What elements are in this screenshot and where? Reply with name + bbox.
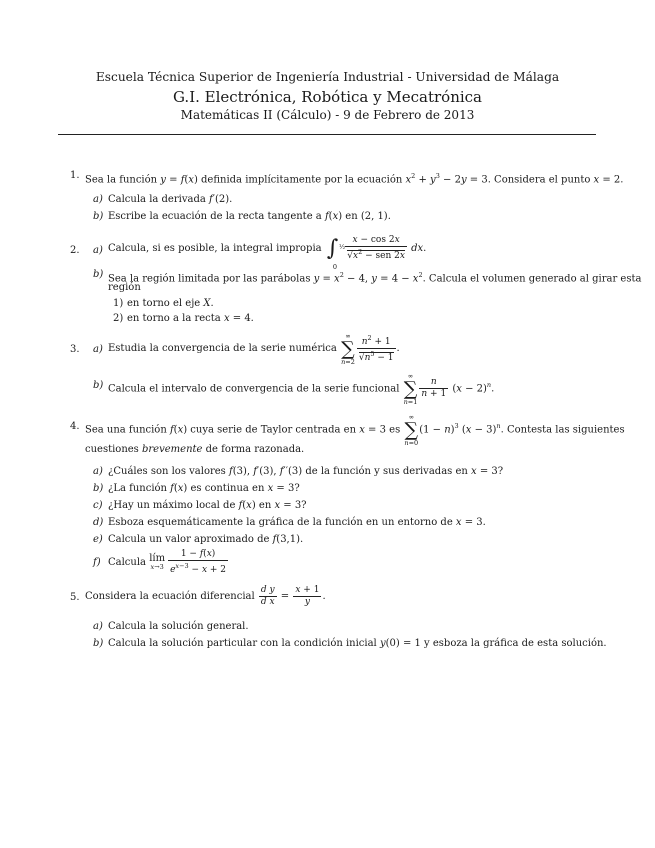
part-text: ¿La función f(x) es continua en x = 3? bbox=[108, 483, 300, 494]
part-label: b) bbox=[93, 638, 104, 649]
part-text: Calcula el intervalo de convergencia de la serie funcional ∞ ∑ n=1 $\frac{n}{n + 1}$ $(x - 2)^n$. bbox=[108, 371, 495, 406]
part-text: ¿Hay un máximo local de f(x) en x = 3? bbox=[108, 500, 307, 511]
part-label: b) bbox=[93, 269, 104, 280]
question-number: 2. bbox=[70, 245, 80, 256]
part-label: b) bbox=[93, 483, 104, 494]
subitem-text: en torno a la recta x = 4. bbox=[127, 313, 254, 324]
part-label: d) bbox=[93, 517, 104, 528]
part-label: a) bbox=[93, 344, 103, 355]
part-label: b) bbox=[93, 211, 104, 222]
question-number: 1. bbox=[70, 170, 80, 181]
part-text: Calcula un valor aproximado de f(3,1). bbox=[108, 534, 304, 545]
part-label: a) bbox=[93, 621, 103, 632]
school-name: Escuela Técnica Superior de Ingeniería Industrial - Universidad de Málaga bbox=[95, 70, 560, 84]
part-label: c) bbox=[93, 500, 103, 511]
question-text: Sea la función y = f(x) definida implícitamente por la ecuación $x^2 + y^3 - 2y = 3$. Considera el punto x = 2. bbox=[85, 172, 624, 186]
subitem-label: 2) bbox=[113, 313, 124, 324]
part-text: Calcula lím x→3 $\frac{1 - f(x)}{e^{x-3} - x + 2}$ bbox=[108, 549, 227, 575]
part-label: a) bbox=[93, 245, 103, 256]
part-text: Sea la región limitada por las parábolas $y = x^2 - 4$, $y = 4 - x^2$. Calcula el volumen generado al girar esta bbox=[108, 271, 642, 285]
part-text: Escribe la ecuación de la recta tangente a f(x) en (2, 1). bbox=[108, 211, 391, 222]
question-number: 3. bbox=[70, 344, 80, 355]
degree-title: G.I. Electrónica, Robótica y Mecatrónica bbox=[172, 88, 483, 106]
part-label: a) bbox=[93, 194, 103, 205]
subitem-text: en torno el eje X. bbox=[127, 298, 214, 309]
part-text: Estudia la convergencia de la serie numérica ∞ ∑ n=2 $\frac{n^2 + 1}{√n^5 - 1}$ . bbox=[108, 331, 400, 366]
part-label: b) bbox=[93, 380, 104, 391]
question-text-cont: cuestiones brevemente de forma razonada. bbox=[85, 444, 305, 455]
part-text: ¿Cuáles son los valores f(3), f′(3), f′′(3) de la función y sus derivadas en x = 3? bbox=[108, 466, 504, 477]
question-number: 4. bbox=[70, 421, 80, 432]
question-number: 5. bbox=[70, 592, 80, 603]
part-label: e) bbox=[93, 534, 103, 545]
question-text: Sea una función f(x) cuya serie de Taylor centrada en x = 3 es ∞ ∑ n=0 $(1 - n)^3$ $(x - 3)^n$. Contesta las siguientes bbox=[85, 412, 625, 447]
question-text: Considera la ecuación diferencial $\frac{\text{d y}}{\text{d x}}$ = $\frac{x + 1}{y}$ . bbox=[85, 585, 326, 607]
part-text: Esboza esquemáticamente la gráfica de la función en un entorno de x = 3. bbox=[108, 517, 486, 528]
part-text-cont: región bbox=[108, 282, 141, 293]
exam-subtitle: Matemáticas II (Cálculo) - 9 de Febrero de 2013 bbox=[180, 108, 475, 122]
part-text: Calcula la derivada f′(2). bbox=[108, 194, 233, 205]
part-text: Calcula, si es posible, la integral impropia ∫ ½ 0 $\frac{x - \cos 2x}{√x^2 - sen 2x}$ dx. bbox=[108, 235, 427, 271]
part-label: f) bbox=[93, 557, 101, 568]
subitem-label: 1) bbox=[113, 298, 124, 309]
part-text: Calcula la solución general. bbox=[108, 621, 249, 632]
part-label: a) bbox=[93, 466, 103, 477]
part-text: Calcula la solución particular con la condición inicial y(0) = 1 y esboza la gráfica de esta solución. bbox=[108, 638, 607, 649]
header-divider bbox=[58, 134, 596, 135]
